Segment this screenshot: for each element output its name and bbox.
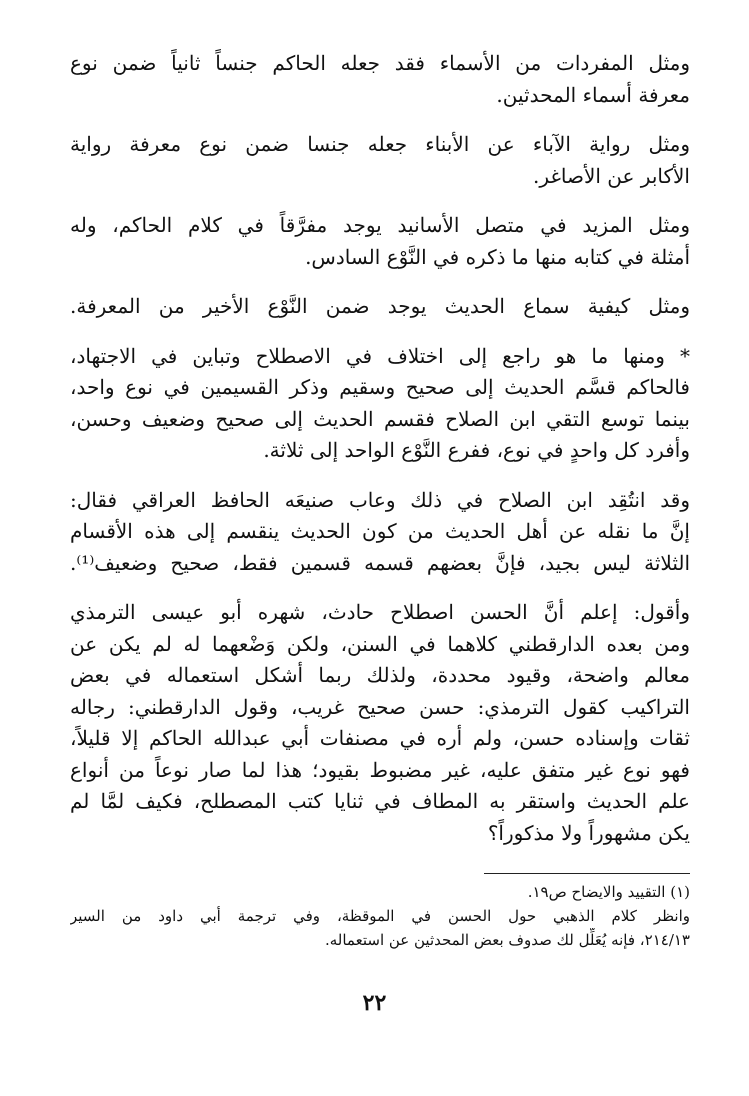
footnote-1: (١) التقييد والايضاح ص١٩. <box>527 883 690 901</box>
paragraph <box>70 291 690 323</box>
page-number: ٢٢ <box>362 990 387 1016</box>
paragraph <box>70 129 690 192</box>
text-line: معالم واضحة، وقيود محددة، ولذلك ربما أشكل استعماله في بعض <box>70 663 690 687</box>
text-line: وقد انتُقِد ابن الصلاح في ذلك وعاب صنيعَه الحافظ العراقي فقال: <box>70 487 690 512</box>
text-line: ومن بعده الدارقطني كلاهما في السنن، ولكن وَضْعهما له لم يكن عن <box>70 631 690 656</box>
footnote-line: وانظر كلام الذهبي حول الحسن في الموقظة، وفي ترجمة أبي داود من السير <box>70 907 690 925</box>
footnote-separator <box>484 873 690 874</box>
footnotes <box>70 880 690 952</box>
text-line: معرفة أسماء المحدثين. <box>496 82 690 107</box>
text-line: يكن مشهوراً ولا مذكوراً؟ <box>487 820 690 845</box>
text-line: بينما توسع التقي ابن الصلاح فقسم الحديث إلى صحيح وضعيف وحسن، <box>70 406 690 431</box>
text-line: فهو نوع غير متفق عليه، غير مضبوط بقيود؛ هذا لما صار نوعاً من أنواع <box>70 757 690 782</box>
text-line: فالحاكم قسَّم الحديث إلى صحيح وسقيم وذكر القسيمين في نوع واحد، <box>70 375 690 399</box>
text-line: وأقول: إعلم أنَّ الحسن اصطلاح حادث، شهره أبو عيسى الترمذي <box>70 600 690 624</box>
paragraph <box>70 48 690 111</box>
text-line: وأفرد كل واحدٍ في نوع، ففرع النَّوْع الواحد إلى ثلاثة. <box>263 438 690 462</box>
text-line: ثقات وإسناده حسن، ولم أره في مصنفات أبي عبدالله الحاكم إلا قليلاً، <box>70 726 690 750</box>
text-line: ومثل المزيد في متصل الأسانيد يوجد مفرَّقاً في كلام الحاكم، وله <box>70 213 690 237</box>
paragraph <box>70 485 690 580</box>
text-line: ومثل رواية الآباء عن الأبناء جعله جنسا ضمن نوع معرفة رواية <box>70 132 690 156</box>
text-line: ومثل المفردات من الأسماء فقد جعله الحاكم جنساً ثانياً ضمن نوع <box>70 51 690 75</box>
paragraph <box>70 341 690 467</box>
text-line: التراكيب كقول الترمذي: حسن صحيح غريب، وقول الدارقطني: رجاله <box>70 694 690 719</box>
text-line: علم الحديث واستقر به المطاف في ثنايا كتب المصطلح، فكيف لمَّا لم <box>70 789 690 813</box>
text-line: * ومنها ما هو راجع إلى اختلاف في الاصطلاح وتباين في الاجتهاد، <box>70 343 690 368</box>
text-line: الأكابر عن الأصاغر. <box>533 163 690 188</box>
paragraph <box>70 597 690 849</box>
text-line: الثلاثة ليس بجيد، فإنَّ بعضهم قسمه قسمين فقط، صحيح وضعيف⁽¹⁾. <box>70 550 690 575</box>
footnote-line: ٢١٤/١٣، فإنه يُعَلِّل لك صدوف بعض المحدثين عن استعماله. <box>324 931 690 949</box>
text-line: أمثلة في كتابه منها ما ذكره في النَّوْع السادس. <box>305 244 690 269</box>
text-line: ومثل كيفية سماع الحديث يوجد ضمن النَّوْع الأخير من المعرفة. <box>70 294 690 318</box>
main-text <box>70 48 690 867</box>
text-line: إنَّ ما نقله عن أهل الحديث من كون الحديث ينقسم إلى هذه الأقسام <box>70 519 690 543</box>
paragraph <box>70 210 690 273</box>
